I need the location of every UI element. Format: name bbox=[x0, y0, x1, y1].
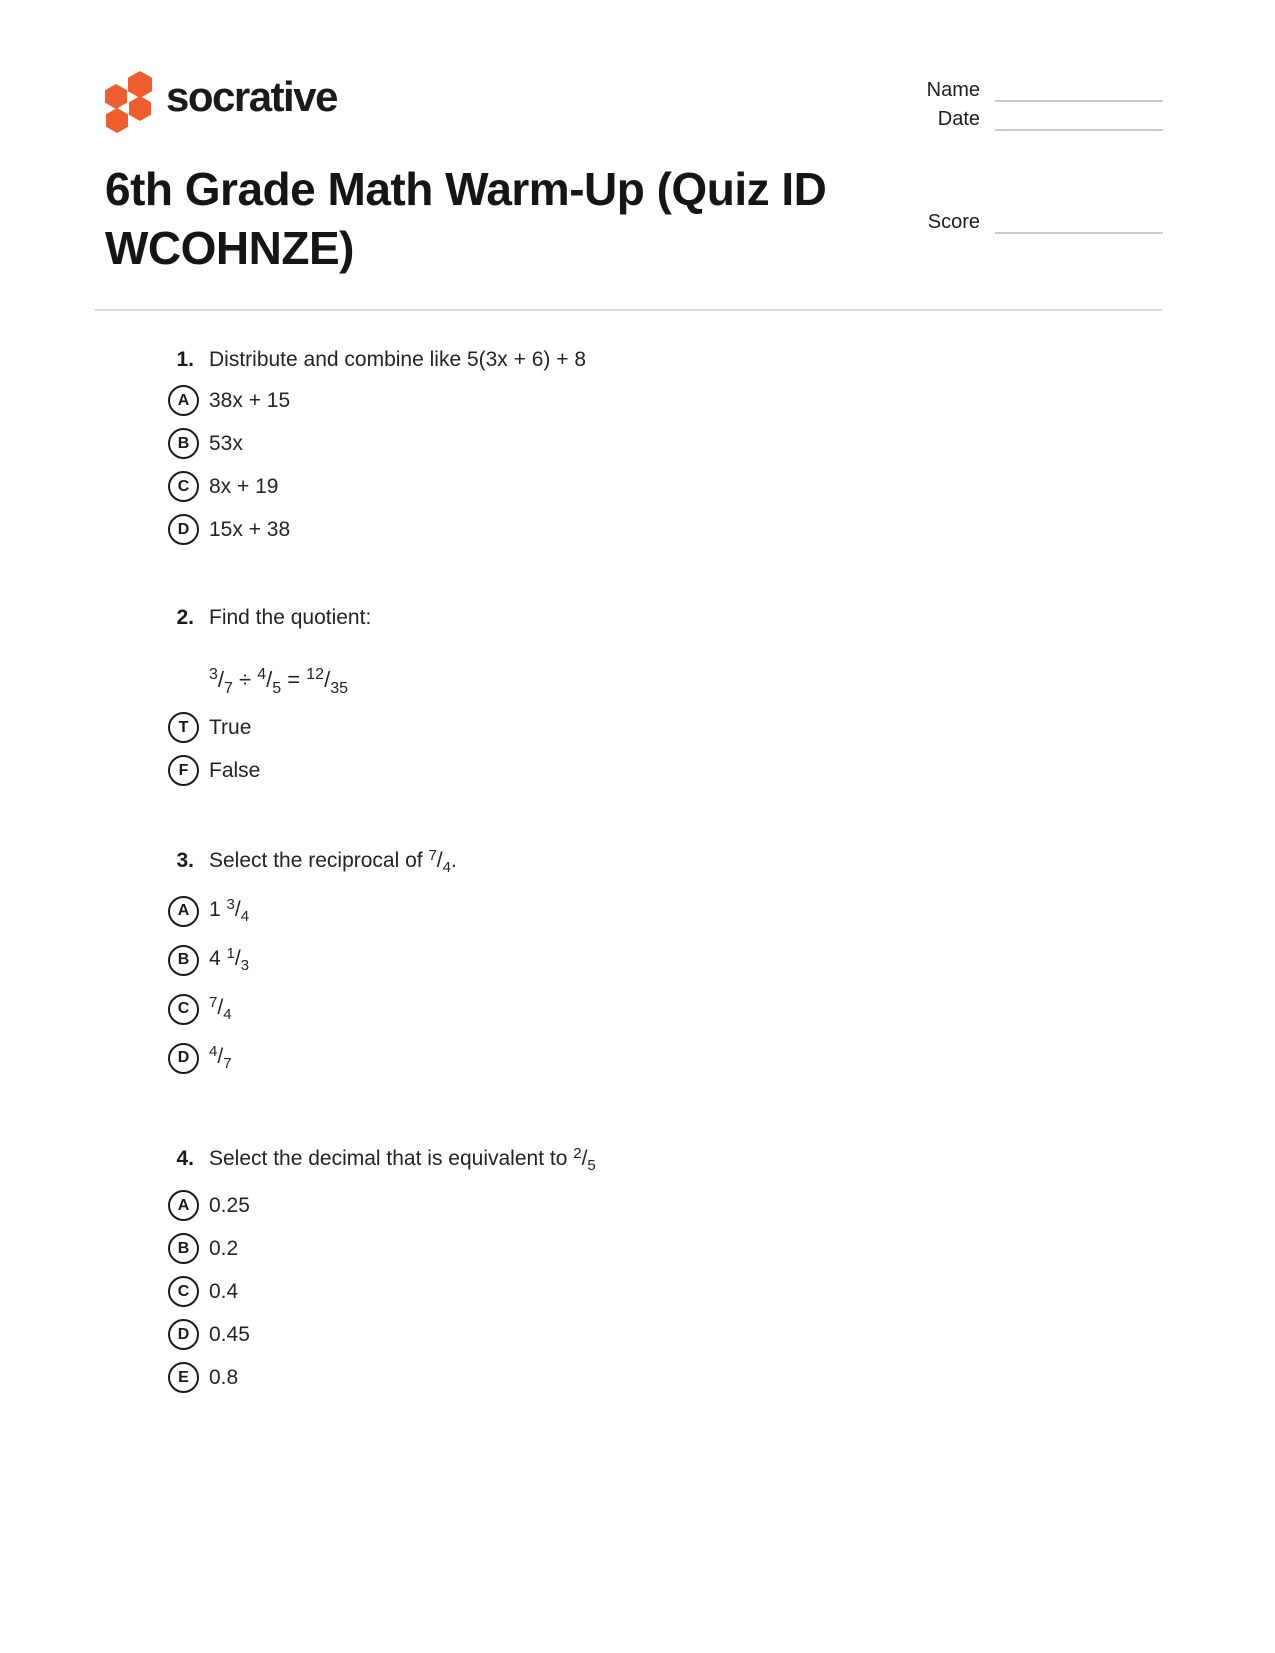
fraction: $^4/_7$ bbox=[209, 1043, 232, 1072]
option-E bbox=[167, 1362, 1107, 1393]
question-row bbox=[167, 846, 1107, 878]
option-text: 0.45 bbox=[209, 1322, 250, 1346]
answer-bubble-A: A bbox=[168, 385, 199, 416]
hexagon-icon bbox=[129, 96, 151, 121]
option-D bbox=[167, 514, 1107, 545]
header-divider bbox=[95, 309, 1162, 311]
option-C bbox=[167, 993, 1107, 1025]
answer-bubble-C: C bbox=[168, 1276, 199, 1307]
option-text: 0.25 bbox=[209, 1193, 250, 1217]
question-2 bbox=[167, 603, 1107, 786]
question-number: 3. bbox=[176, 849, 194, 872]
question-3 bbox=[167, 846, 1107, 1074]
answer-bubble-B: B bbox=[168, 1233, 199, 1264]
question-equation: $^3/_7 \div ^4/_5 = ^{12}/_{35}$ bbox=[209, 666, 348, 697]
quiz-title: 6th Grade Math Warm-Up (Quiz ID WCOHNZE) bbox=[105, 163, 827, 274]
question-row bbox=[167, 345, 1107, 375]
fraction: $^7/_4$ bbox=[209, 994, 232, 1023]
option-text: 38x + 15 bbox=[209, 388, 291, 412]
option-text: 0.4 bbox=[209, 1279, 239, 1303]
answer-bubble-B: B bbox=[168, 945, 199, 976]
answer-bubble-D: D bbox=[168, 1043, 199, 1074]
option-text bbox=[209, 1042, 232, 1074]
answer-bubble-E: E bbox=[168, 1362, 199, 1393]
answer-bubble-D: D bbox=[168, 514, 199, 545]
option-text: 1 $^3/_4$ bbox=[209, 896, 250, 925]
option-D bbox=[167, 1319, 1107, 1350]
option-A bbox=[167, 1190, 1107, 1221]
answer-bubble-D: D bbox=[168, 1319, 199, 1350]
name-blank-line bbox=[995, 76, 1163, 102]
option-D bbox=[167, 1042, 1107, 1074]
fraction: $^4/_5$ bbox=[257, 666, 282, 697]
fraction: $^1/_3$ bbox=[226, 945, 250, 974]
question-row bbox=[167, 1144, 1107, 1176]
option-A bbox=[167, 385, 1107, 416]
score-field bbox=[860, 208, 1163, 234]
option-A bbox=[167, 895, 1107, 927]
question-number: 2. bbox=[176, 606, 194, 629]
hexagon-icon bbox=[106, 108, 128, 133]
option-text: 8x + 19 bbox=[209, 474, 279, 498]
date-field bbox=[860, 105, 1163, 131]
hexagon-icon bbox=[128, 71, 152, 98]
question-prompt: Select the reciprocal of $^7/_4$. bbox=[209, 847, 457, 876]
fraction: $^3/_7$ bbox=[209, 666, 233, 697]
score-blank-line bbox=[995, 208, 1163, 234]
option-B bbox=[167, 428, 1107, 459]
option-text bbox=[209, 993, 232, 1025]
date-label: Date bbox=[937, 108, 980, 130]
answer-bubble-A: A bbox=[168, 1190, 199, 1221]
option-C bbox=[167, 471, 1107, 502]
question-number: 4. bbox=[176, 1147, 194, 1170]
question-prompt: Select the decimal that is equivalent to $^2/_5$ bbox=[209, 1145, 596, 1174]
option-F bbox=[167, 755, 1107, 786]
question-prompt: Find the quotient: bbox=[209, 606, 372, 629]
socrative-hexagons-icon bbox=[103, 62, 155, 132]
name-label: Name bbox=[926, 79, 980, 101]
question-4 bbox=[167, 1144, 1107, 1393]
hexagon-icon bbox=[105, 84, 127, 109]
answer-bubble-B: B bbox=[168, 428, 199, 459]
option-text: False bbox=[209, 758, 261, 782]
score-label: Score bbox=[927, 211, 980, 233]
question-prompt: Distribute and combine like 5(3x + 6) + 8 bbox=[209, 348, 587, 371]
option-T bbox=[167, 712, 1107, 743]
question-number: 1. bbox=[176, 348, 194, 371]
fraction: $^{12}/_{35}$ bbox=[306, 666, 348, 697]
question-1 bbox=[167, 345, 1107, 545]
socrative-logo bbox=[103, 62, 337, 132]
answer-bubble-C: C bbox=[168, 471, 199, 502]
question-row bbox=[167, 603, 1107, 633]
option-text: True bbox=[209, 715, 252, 739]
option-B bbox=[167, 944, 1107, 976]
question-list bbox=[167, 345, 1107, 1393]
brand-name: socrative bbox=[166, 73, 337, 120]
answer-bubble-T: T bbox=[168, 712, 199, 743]
option-text: 0.2 bbox=[209, 1236, 239, 1260]
option-text: 53x bbox=[209, 431, 243, 455]
fraction: $^7/_4$ bbox=[428, 847, 451, 876]
name-field bbox=[860, 76, 1163, 102]
date-blank-line bbox=[995, 105, 1163, 131]
fraction: $^2/_5$ bbox=[573, 1145, 596, 1174]
fraction: $^3/_4$ bbox=[226, 896, 250, 925]
answer-bubble-F: F bbox=[168, 755, 199, 786]
option-text: 0.8 bbox=[209, 1365, 239, 1389]
answer-bubble-A: A bbox=[168, 896, 199, 927]
option-C bbox=[167, 1276, 1107, 1307]
answer-bubble-C: C bbox=[168, 994, 199, 1025]
option-text: 15x + 38 bbox=[209, 517, 291, 541]
option-text: 4 $^1/_3$ bbox=[209, 945, 250, 974]
option-B bbox=[167, 1233, 1107, 1264]
